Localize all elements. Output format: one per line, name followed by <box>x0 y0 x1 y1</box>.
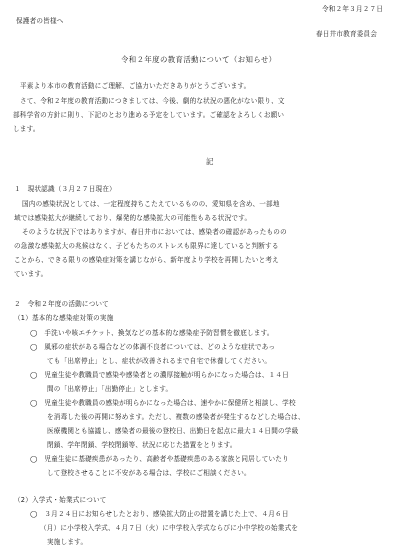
section-line: ています。 <box>14 270 48 278</box>
intro-line: します。 <box>13 125 40 133</box>
intro-line: 部科学省の方針に則り、下記のとおり進める予定をしています。ご確認をよろしくお願い <box>13 111 285 119</box>
addressee: 保護者の皆様へ <box>16 17 64 25</box>
subsection-heading: （2）入学式・始業式について <box>14 496 107 504</box>
section-line: の急激な感染拡大の兆候はなく、子どもたちのストレスも限界に達していると判断する <box>14 242 279 250</box>
bullet-line: ◯ 手洗いや咳エチケット、換気などの基本的な感染症予防習慣を徹底します。 <box>30 329 274 337</box>
section-line: ことから、できる限りの感染症対策を講じながら、新年度より学校を再開したいと考え <box>14 256 279 264</box>
bullet-line: ◯ 児童生徒や教職員の感染が明らかになった場合は、速やかに保健所と相談し、学校 <box>30 399 296 407</box>
document-date: 令和２年３月２７日 <box>322 5 384 13</box>
document-title: 令和２年度の教育活動について（お知らせ） <box>121 55 277 64</box>
intro-line: さて、令和２年度の教育活動につきましては、今後、劇的な状況の悪化がない限り、文 <box>20 97 285 105</box>
sender: 春日井市教育委員会 <box>316 30 378 38</box>
bullet-line: （月）に小学校入学式、４月７日（火）に中学校入学式ならびに小中学校の始業式を <box>40 524 299 532</box>
section-line: そのような状況下ではありますが、春日井市においては、感染者の確認があったものの <box>22 228 287 236</box>
bullet-line: ◯ ３月２４日にお知らせしたとおり、感染拡大防止の措置を講じた上で、４月６日 <box>30 510 289 518</box>
bullet-line: 医療機関とも協議し、感染者の最後の登校日、出勤日を起点に最大１４日間の学級 <box>47 427 299 435</box>
bullet-line: 実施します。 <box>47 538 88 546</box>
intro-line: 平素より本市の教育活動にご理解、ご協力いただきありがとうございます。 <box>20 82 251 90</box>
bullet-line: ても「出席停止」とし、症状が改善されるまで自宅で休養してください。 <box>47 357 272 365</box>
bullet-line: して登校させることに不安がある場合は、学校にご相談ください。 <box>47 469 251 477</box>
bullet-line: ◯ 児童生徒や教職員で感染や感染者との濃厚接触が明らかになった場合は、１４日 <box>30 371 289 379</box>
bullet-line: 閉鎖、学年閉鎖、学校閉鎖等、状況に応じた措置をとります。 <box>47 441 237 449</box>
bullet-line: ◯ 児童生徒に基礎疾患があったり、高齢者や基礎疾患のある家族と同居していたり <box>30 455 289 463</box>
bullet-line: 間の「出席停止」「出勤停止」とします。 <box>47 385 173 393</box>
bullet-line: を消毒した後の再開に努めます。ただし、複数の感染者が発生するなどした場合は、 <box>47 413 305 421</box>
section-heading: ２ 令和２年度の活動について <box>14 300 109 308</box>
bullet-line: ◯ 風邪の症状がある場合などの体調不良者については、どのような症状であっ <box>30 343 276 351</box>
subsection-heading: （1）基本的な感染症対策の実施 <box>14 314 114 322</box>
ki-marker: 記 <box>206 157 214 166</box>
section-line: 国内の感染状況としては、一定程度持ちこたえているものの、愛知県を含め、一部地 <box>22 200 280 208</box>
section-heading: １ 現状認識（３月２７日現在） <box>14 185 116 193</box>
section-line: 域では感染拡大が継続しており、爆発的な感染拡大の可能性もある状況です。 <box>14 214 252 222</box>
